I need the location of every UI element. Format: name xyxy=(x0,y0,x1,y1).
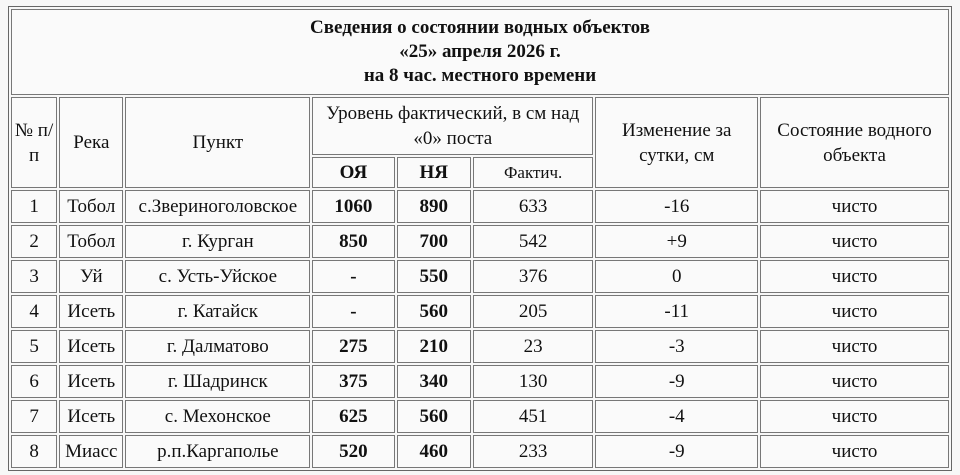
table-row xyxy=(11,260,949,293)
title-line-2: «25» апреля 2026 г. xyxy=(399,41,561,62)
header-change: Изменение за сутки, см xyxy=(595,97,758,188)
cell-change: -3 xyxy=(595,330,758,363)
cell-oya: - xyxy=(312,295,394,328)
cell-change: -4 xyxy=(595,400,758,433)
cell-point: г. Курган xyxy=(125,225,310,258)
cell-num: 8 xyxy=(11,435,57,468)
cell-point: с. Усть-Уйское xyxy=(125,260,310,293)
table-row xyxy=(11,330,949,363)
table-row xyxy=(11,435,949,468)
cell-actual: 233 xyxy=(473,435,594,468)
cell-nya: 550 xyxy=(397,260,471,293)
cell-oya: 850 xyxy=(312,225,394,258)
header-oya: ОЯ xyxy=(312,157,394,188)
header-level: Уровень фактический, в см над «0» поста xyxy=(312,97,593,155)
cell-oya: 1060 xyxy=(312,190,394,223)
cell-nya: 560 xyxy=(397,400,471,433)
cell-oya: 275 xyxy=(312,330,394,363)
cell-actual: 23 xyxy=(473,330,594,363)
cell-actual: 376 xyxy=(473,260,594,293)
cell-nya: 560 xyxy=(397,295,471,328)
cell-river: Миасс xyxy=(59,435,123,468)
cell-point: с. Мехонское xyxy=(125,400,310,433)
cell-river: Исеть xyxy=(59,330,123,363)
cell-river: Тобол xyxy=(59,190,123,223)
cell-state: чисто xyxy=(760,330,949,363)
cell-actual: 451 xyxy=(473,400,594,433)
cell-river: Тобол xyxy=(59,225,123,258)
cell-change: -9 xyxy=(595,365,758,398)
cell-oya: 375 xyxy=(312,365,394,398)
cell-actual: 205 xyxy=(473,295,594,328)
cell-state: чисто xyxy=(760,400,949,433)
header-actual: Фактич. xyxy=(473,157,594,188)
cell-river: Исеть xyxy=(59,365,123,398)
cell-state: чисто xyxy=(760,295,949,328)
cell-state: чисто xyxy=(760,365,949,398)
cell-actual: 130 xyxy=(473,365,594,398)
cell-state: чисто xyxy=(760,225,949,258)
water-status-table xyxy=(8,6,952,471)
cell-nya: 460 xyxy=(397,435,471,468)
title-line-1: Сведения о состоянии водных объектов xyxy=(310,17,650,38)
cell-point: г. Далматово xyxy=(125,330,310,363)
header-river: Река xyxy=(59,97,123,188)
cell-num: 4 xyxy=(11,295,57,328)
table-row xyxy=(11,365,949,398)
cell-change: -9 xyxy=(595,435,758,468)
cell-state: чисто xyxy=(760,435,949,468)
cell-nya: 890 xyxy=(397,190,471,223)
cell-river: Исеть xyxy=(59,400,123,433)
cell-oya: 625 xyxy=(312,400,394,433)
cell-actual: 542 xyxy=(473,225,594,258)
cell-change: -11 xyxy=(595,295,758,328)
cell-nya: 340 xyxy=(397,365,471,398)
cell-river: Исеть xyxy=(59,295,123,328)
cell-change: +9 xyxy=(595,225,758,258)
cell-point: р.п.Каргаполье xyxy=(125,435,310,468)
cell-num: 5 xyxy=(11,330,57,363)
cell-river: Уй xyxy=(59,260,123,293)
header-state: Состояние водного объекта xyxy=(760,97,949,188)
cell-actual: 633 xyxy=(473,190,594,223)
report-title xyxy=(11,9,949,95)
cell-num: 1 xyxy=(11,190,57,223)
cell-num: 3 xyxy=(11,260,57,293)
cell-num: 7 xyxy=(11,400,57,433)
table-row xyxy=(11,225,949,258)
cell-nya: 210 xyxy=(397,330,471,363)
table-row xyxy=(11,400,949,433)
cell-point: с.Звериноголовское xyxy=(125,190,310,223)
cell-num: 2 xyxy=(11,225,57,258)
cell-oya: 520 xyxy=(312,435,394,468)
cell-oya: - xyxy=(312,260,394,293)
header-point: Пункт xyxy=(125,97,310,188)
header-num: № п/п xyxy=(11,97,57,188)
title-line-3: на 8 час. местного времени xyxy=(363,65,597,86)
cell-state: чисто xyxy=(760,190,949,223)
cell-num: 6 xyxy=(11,365,57,398)
cell-point: г. Катайск xyxy=(125,295,310,328)
cell-change: -16 xyxy=(595,190,758,223)
cell-point: г. Шадринск xyxy=(125,365,310,398)
cell-change: 0 xyxy=(595,260,758,293)
cell-nya: 700 xyxy=(397,225,471,258)
cell-state: чисто xyxy=(760,260,949,293)
header-nya: НЯ xyxy=(397,157,471,188)
report-sheet xyxy=(8,6,952,475)
table-row xyxy=(11,190,949,223)
table-row xyxy=(11,295,949,328)
